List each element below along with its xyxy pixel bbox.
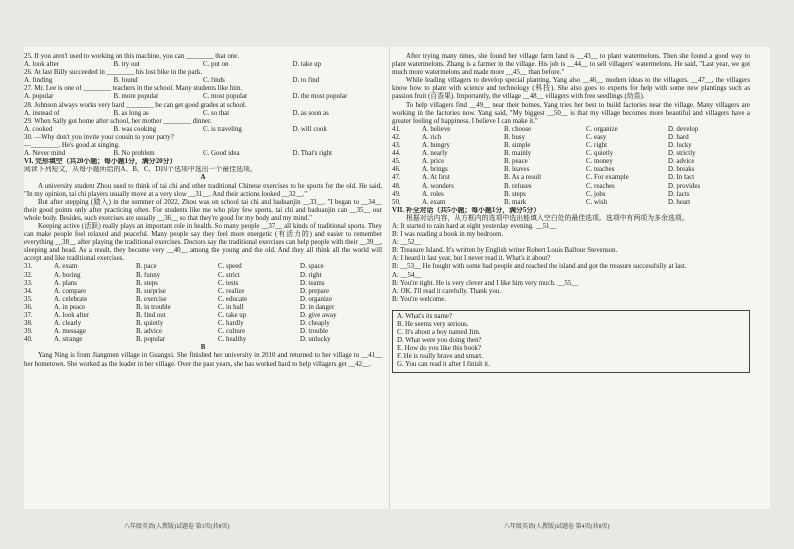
options-box bbox=[392, 310, 750, 373]
question-30-reply: —________. He's good at singing. bbox=[24, 142, 120, 150]
option: A. roles bbox=[422, 190, 444, 198]
option: C. culture bbox=[218, 328, 246, 336]
option: B. quietly bbox=[136, 320, 164, 328]
option: B. found bbox=[113, 77, 138, 85]
option: A. celebrate bbox=[54, 295, 88, 303]
question-number: 50. bbox=[392, 198, 401, 206]
question-number: 34. bbox=[24, 287, 33, 295]
option: D. prepare bbox=[300, 287, 330, 295]
question-number: 49. bbox=[392, 190, 401, 198]
option: C. realize bbox=[218, 287, 245, 295]
option: B. mainly bbox=[504, 150, 532, 158]
option: C. most popular bbox=[203, 93, 248, 101]
option: B. steps bbox=[136, 279, 158, 287]
question-number: 42. bbox=[392, 133, 401, 141]
option: A. boring bbox=[54, 271, 81, 279]
option: A. wonders bbox=[422, 182, 454, 190]
option: A. clearly bbox=[54, 320, 82, 328]
option: D. In fact bbox=[668, 174, 695, 182]
question-27: 27. Mr. Lee is one of ________ teachers in the school. Many students like him. bbox=[24, 85, 243, 93]
dialog-line: A: __54__ bbox=[392, 271, 422, 279]
option: A. Never mind bbox=[24, 150, 66, 158]
options-29 bbox=[24, 126, 382, 134]
option: B. as long as bbox=[113, 109, 149, 117]
option: C. For example bbox=[586, 174, 629, 182]
options-row bbox=[24, 328, 382, 336]
option: A. hungry bbox=[422, 142, 450, 150]
question-number: 35. bbox=[24, 295, 33, 303]
exam-sheet bbox=[24, 47, 770, 530]
box-option: D. What were you doing then? bbox=[397, 337, 482, 345]
dialog-line: A: OK. I'll read it carefully. Thank you. bbox=[392, 287, 501, 295]
options-25 bbox=[24, 61, 382, 69]
option: D. teams bbox=[300, 279, 325, 287]
question-number: 43. bbox=[392, 142, 401, 150]
option: A. plans bbox=[54, 279, 77, 287]
option: B. find out bbox=[136, 312, 166, 319]
options-row bbox=[24, 296, 382, 304]
page-fold bbox=[389, 47, 390, 509]
passage-paragraph: Keeping active (活跃) really plays an important role in health. So many people __37__ all kinds of traditional sports. They can make people feel relaxed and peaceful. Many people say they feel more energetic (有活力的) and easier to remember everything __38__ after playing the traditional exercises. Doctors say the traditional exercises can help people with their __39__, sleeping and head. As a result, they become very __40__ among the young and the old. And they all think all the world will accept and like traditional exercises. bbox=[24, 222, 382, 263]
option: B. advice bbox=[136, 328, 163, 336]
option: A. compare bbox=[54, 287, 87, 295]
dialog-line: B: __53__ He fought with some bad people and reached the island and got the treasure successfully at last. bbox=[392, 263, 687, 271]
option: C. quietly bbox=[586, 150, 614, 158]
question-number: 31. bbox=[24, 263, 33, 271]
box-option: F. He is really brave and smart. bbox=[397, 353, 483, 361]
box-option: G. You can read it after I finish it. bbox=[397, 361, 490, 369]
option: C. so that bbox=[203, 109, 230, 117]
passage-paragraph: But after stepping (踏入) in the summer of 2022, Zhou was on school tai chi and baduanjin __33__. "I began to __34__ their good points only after practicing often. For students like me who play few sports, tai chi and baduanjin can __35__ our whole body. Besides, such exercises are usually __36__ so that they're good for my body and my mind." bbox=[24, 198, 382, 222]
option: C. organize bbox=[586, 125, 618, 133]
option: B. pace bbox=[136, 263, 157, 271]
options-row bbox=[24, 336, 382, 344]
question-number: 32. bbox=[24, 271, 33, 279]
question-number: 36. bbox=[24, 303, 33, 311]
options-26 bbox=[24, 77, 382, 85]
options-row bbox=[24, 312, 382, 320]
option: A. brings bbox=[422, 166, 448, 174]
option: A. At first bbox=[422, 174, 450, 182]
option: D. cheaply bbox=[300, 320, 330, 328]
option: D. provides bbox=[668, 182, 701, 190]
option: B. exercise bbox=[136, 295, 167, 303]
question-number: 46. bbox=[392, 166, 401, 174]
question-25: 25. If you aren't used to working on this machine, you can ________ that one. bbox=[24, 53, 239, 60]
option: B. busy bbox=[504, 133, 526, 141]
option: C. teaches bbox=[586, 166, 615, 174]
option: B. leaves bbox=[504, 166, 530, 174]
cloze-options-table bbox=[392, 126, 750, 207]
option: C. wish bbox=[586, 198, 608, 206]
section-instruction: 根据对话内容，从方框内的选项中选出能填入空白处的最佳选项。选项中有两项为多余选项。 bbox=[406, 214, 689, 222]
option: C. speed bbox=[218, 263, 242, 271]
option: A. in peace bbox=[54, 303, 86, 311]
options-row bbox=[24, 263, 382, 271]
option: A. finding bbox=[24, 77, 53, 85]
section-heading: VII. 补全对话（共5小题；每小题1分，满分5分） bbox=[392, 206, 541, 214]
question-number: 37. bbox=[24, 312, 33, 319]
option: D. develop bbox=[668, 125, 699, 133]
option: D. take up bbox=[292, 61, 322, 69]
option: A. price bbox=[422, 158, 445, 166]
dialog-line: B: You're welcome. bbox=[392, 295, 447, 303]
dialog-line: A: __52__ bbox=[392, 239, 422, 247]
option: B. steps bbox=[504, 190, 526, 198]
option: C. reaches bbox=[586, 182, 615, 190]
box-option: A. What's its name? bbox=[397, 312, 453, 320]
option: B. choose bbox=[504, 125, 532, 133]
option: D. breaks bbox=[668, 166, 695, 174]
option: D. organize bbox=[300, 295, 333, 303]
option: D. hard bbox=[668, 133, 689, 141]
option: B. surprise bbox=[136, 287, 166, 295]
option: B. was cooking bbox=[113, 125, 157, 133]
option: D. heart bbox=[668, 198, 691, 206]
section-heading: VI. 完形填空（共20小题；每小题1分，满分20分） bbox=[24, 158, 177, 166]
cloze-options-table bbox=[24, 263, 382, 344]
option: B. popular bbox=[136, 336, 166, 344]
option: D. space bbox=[300, 263, 324, 271]
option: C. easy bbox=[586, 133, 607, 141]
question-number: 45. bbox=[392, 158, 401, 166]
option: B. in trouble bbox=[136, 303, 171, 311]
page-footer: 八年级英语(人教版)试题卷 第3页(共8页) bbox=[124, 524, 230, 530]
option: D. in danger bbox=[300, 303, 335, 311]
option: B. As a result bbox=[504, 174, 542, 182]
options-row bbox=[392, 183, 750, 191]
left-column bbox=[24, 53, 382, 369]
option: C. hardly bbox=[218, 320, 244, 328]
question-26: 26. At last Billy succeeded in ________ his lost bike in the park. bbox=[24, 69, 202, 77]
option: D. to find bbox=[292, 77, 320, 85]
dialog-line: A: I heard it last year, but I never read it. What's it about? bbox=[392, 255, 551, 263]
options-row bbox=[392, 191, 750, 199]
option: C. in half bbox=[218, 303, 244, 311]
option: B. No problem bbox=[113, 150, 155, 158]
passage-paragraph: A university student Zhou used to think of tai chi and other traditional Chinese exercises to be sports for the old. He said, "In my opinion, tai chi players usually move at a very slow __31__. And their actions looked __32__." bbox=[24, 182, 382, 198]
option: D. unlucky bbox=[300, 336, 331, 344]
options-row bbox=[24, 280, 382, 288]
question-29: 29. When Sally got home after school, her mother ________ dinner. bbox=[24, 117, 212, 125]
options-row bbox=[24, 272, 382, 280]
box-option: C. It's about a boy named Jim. bbox=[397, 329, 481, 337]
options-row bbox=[392, 166, 750, 174]
passage-paragraph: To help villagers find __49__ near their homes, Yang tries her best to build factories near the village. Many villagers are working in the factories now. Yang said, "My biggest __50__ is that my village becomes more beautiful and villagers have a greater feeling of happiness. I believe I can make it." bbox=[392, 101, 750, 125]
option: C. healthy bbox=[218, 336, 247, 344]
options-row bbox=[392, 158, 750, 166]
options-row bbox=[24, 304, 382, 312]
passage-label: A bbox=[200, 174, 206, 182]
option: A. believe bbox=[422, 125, 451, 133]
options-row bbox=[392, 174, 750, 182]
option: C. take up bbox=[218, 312, 247, 319]
option: D. lucky bbox=[668, 142, 692, 150]
option: D. right bbox=[300, 271, 322, 279]
option: B. simple bbox=[504, 142, 531, 150]
question-number: 47. bbox=[392, 174, 401, 182]
option: A. exam bbox=[422, 198, 446, 206]
option: A. cooked bbox=[24, 125, 53, 133]
option: D. trouble bbox=[300, 328, 328, 336]
question-number: 41. bbox=[392, 125, 401, 133]
options-row bbox=[24, 320, 382, 328]
option: B. mark bbox=[504, 198, 527, 206]
option: C. educate bbox=[218, 295, 248, 303]
option: B. try out bbox=[113, 61, 140, 69]
box-option: E. How do you like this book? bbox=[397, 345, 482, 353]
dialog-line: A: It started to rain hard at eight yesterday evening. __51__ bbox=[392, 222, 557, 230]
options-30 bbox=[24, 150, 382, 158]
passage-paragraph: Yang Ning is from Jiangmen village in Guangxi. She finished her university in 2010 and returned to her village to __41__ her hometown. She worked as the leader in her village. Over the past years, she has worked hard to help villagers get __42__. bbox=[24, 352, 382, 368]
options-row bbox=[392, 199, 750, 207]
dialog bbox=[392, 223, 750, 304]
option: A. look after bbox=[24, 61, 60, 69]
option: C. strict bbox=[218, 271, 240, 279]
right-column bbox=[392, 53, 750, 373]
option: A. rich bbox=[422, 133, 442, 141]
question-number: 33. bbox=[24, 279, 33, 287]
option: C. money bbox=[586, 158, 613, 166]
section-instruction: 阅读下列短文，从每小题所给的A、B、C、D四个选项中选出一个最佳选项。 bbox=[24, 166, 257, 174]
passage-label: B bbox=[200, 344, 206, 352]
option: D. will cook bbox=[292, 125, 327, 133]
option: C. tests bbox=[218, 279, 239, 287]
question-number: 39. bbox=[24, 328, 33, 336]
passage-paragraph: While leading villagers to develop special planting, Yang also __46__ modern ideas to the villagers. __47__, the villagers know how to plant with science and technology (科技). She also goes to experts for help with some new plantings such as passion fruit (百香果). Importantly, the village __48__ villagers with free seedlings (幼苗). bbox=[392, 77, 750, 101]
option: D. the most popular bbox=[292, 93, 348, 101]
option: D. strictly bbox=[668, 150, 696, 158]
question-number: 44. bbox=[392, 150, 401, 158]
question-28: 28. Johnson always works very hard ________ he can get good grades at school. bbox=[24, 101, 247, 109]
options-row bbox=[392, 126, 750, 134]
option: B. more popular bbox=[113, 93, 159, 101]
option: C. put on bbox=[203, 61, 229, 69]
options-row bbox=[392, 150, 750, 158]
option: A. exam bbox=[54, 263, 78, 271]
option: B. refuses bbox=[504, 182, 532, 190]
option: C. jobs bbox=[586, 190, 606, 198]
option: C. right bbox=[586, 142, 608, 150]
options-row bbox=[24, 288, 382, 296]
option: D. give away bbox=[300, 312, 337, 319]
option: D. That's right bbox=[292, 150, 333, 158]
question-number: 40. bbox=[24, 336, 33, 344]
question-30: 30. —Why don't you invite your cousin to your party? bbox=[24, 133, 174, 141]
dialog-line: B: Treasure Island. It's written by English writer Robert Louis Balfour Stevenson. bbox=[392, 247, 618, 255]
option: A. nearly bbox=[422, 150, 448, 158]
option: A. popular bbox=[24, 93, 54, 101]
dialog-line: B: You're right. He is very clever and I like him very much. __55__ bbox=[392, 279, 579, 287]
options-row bbox=[392, 134, 750, 142]
option: D. facts bbox=[668, 190, 690, 198]
option: B. funny bbox=[136, 271, 161, 279]
option: D. advice bbox=[668, 158, 695, 166]
option: D. as soon as bbox=[292, 109, 329, 117]
option: A. look after bbox=[54, 312, 90, 319]
options-28 bbox=[24, 110, 382, 118]
dialog-line: B: I was reading a book in my bedroom. bbox=[392, 231, 504, 239]
option: A. instead of bbox=[24, 109, 60, 117]
question-number: 48. bbox=[392, 182, 401, 190]
option: A. strange bbox=[54, 336, 83, 344]
page-footer: 八年级英语(人教版)试题卷 第4页(共8页) bbox=[504, 524, 610, 530]
passage-paragraph: After trying many times, she found her village farm land is __43__ to plant watermelons. Then she found a good way to plant watermelons. Zhang is a farmer in the village. His job is __44__ to sell villagers' watermelons. He said, "Last year, we got much more watermelons and made more __45__ than before." bbox=[392, 53, 750, 77]
options-row bbox=[392, 142, 750, 150]
option: C. is traveling bbox=[203, 125, 242, 133]
option: C. finds bbox=[203, 77, 225, 85]
option: C. Good idea bbox=[203, 150, 240, 158]
option: A. message bbox=[54, 328, 86, 336]
question-number: 38. bbox=[24, 320, 33, 328]
options-27 bbox=[24, 93, 382, 101]
box-option: B. He seems very serious. bbox=[397, 321, 469, 328]
option: B. peace bbox=[504, 158, 528, 166]
